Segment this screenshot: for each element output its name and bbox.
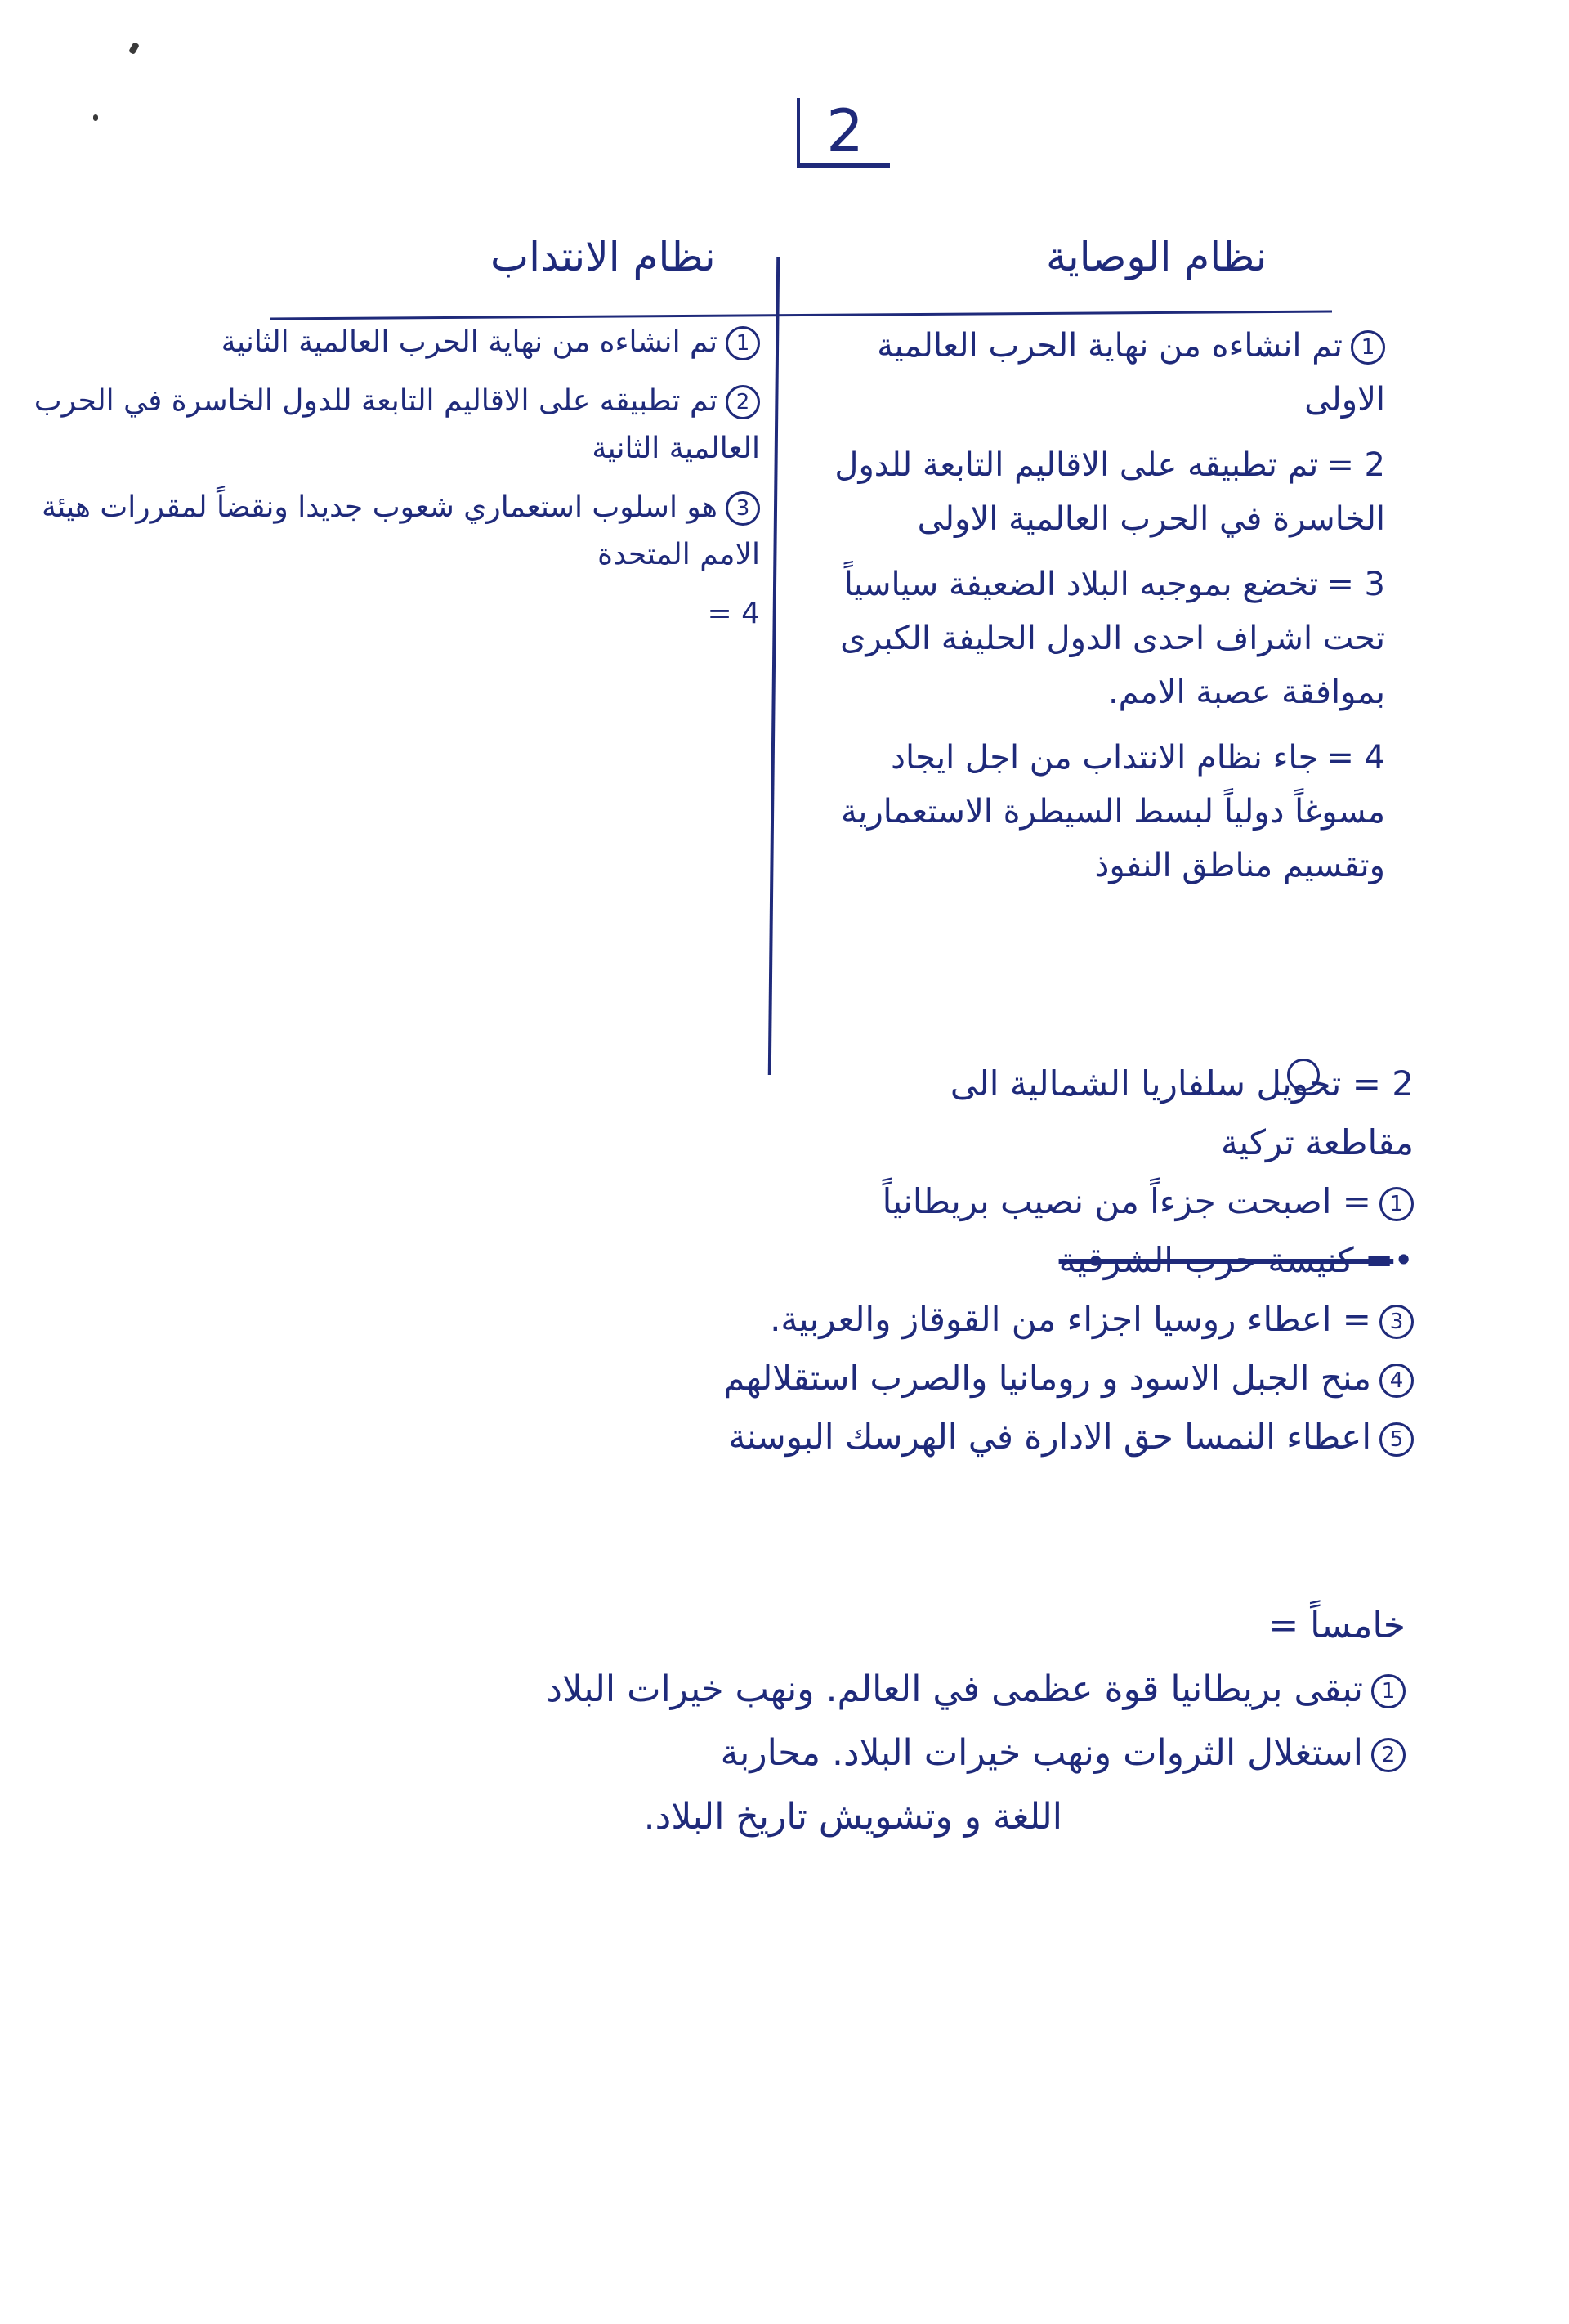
- list-item: [311, 1658, 1406, 1722]
- ink-mark: [128, 42, 140, 55]
- item-text: = اصبحت جزءاً من نصيب بريطانياً: [882, 1181, 1371, 1221]
- ink-mark: [93, 114, 98, 121]
- table-vertical-rule: [768, 257, 780, 1075]
- section-heading: خامساً =: [1268, 1605, 1406, 1646]
- list-item: [797, 557, 1385, 719]
- item-number: 1: [1379, 1187, 1414, 1221]
- item-number: 4 =: [1326, 739, 1385, 777]
- item-text: اعطاء النمسا حق الادارة في الهرسك البوسنة: [728, 1417, 1371, 1457]
- item-text: منح الجبل الاسود و رومانيا والصرب استقلالهم: [723, 1358, 1371, 1398]
- item-number: 2: [726, 385, 760, 419]
- struck-text: = كنيسة حرب الشرقية: [1058, 1240, 1394, 1280]
- section-2: [392, 1055, 1414, 1466]
- item-number: 1: [1351, 330, 1385, 365]
- item-number: 1: [726, 326, 760, 360]
- item-text: تبقى بريطانيا قوة عظمى في العالم. ونهب خيرات البلاد: [546, 1668, 1363, 1710]
- list-item: [33, 378, 760, 472]
- item-text: تم انشاءه من نهاية الحرب العالمية الثانية: [221, 325, 717, 359]
- item-text: = اعطاء روسيا اجزاء من القوقاز والعربية.: [770, 1299, 1371, 1339]
- item-bullet: •: [1393, 1240, 1414, 1280]
- item-text: تم تطبيقه على الاقاليم التابعة للدول الخاسرة في الحرب العالمية الثانية: [34, 384, 760, 465]
- list-item: [797, 319, 1385, 427]
- list-item: [392, 1290, 1414, 1349]
- item-number: 3: [1379, 1305, 1414, 1339]
- column-right: [797, 319, 1385, 904]
- item-number: 2 =: [1326, 446, 1385, 484]
- list-item: [392, 1408, 1414, 1466]
- list-item: [392, 1349, 1414, 1408]
- item-number: 5: [1379, 1422, 1414, 1457]
- item-text: تم انشاءه من نهاية الحرب العالمية الاولى: [877, 327, 1385, 419]
- column-heading-left: نظام الانتداب: [490, 233, 716, 280]
- item-text: جاء نظام الانتداب من اجل ايجاد مسوغاً دولياً لبسط السيطرة الاستعمارية وتقسيم مناطق النفوذ: [840, 739, 1385, 884]
- item-text: تم تطبيقه على الاقاليم التابعة للدول الخاسرة في الحرب العالمية الاولى: [834, 446, 1385, 538]
- item-number: 3: [726, 491, 760, 526]
- item-number: 3 =: [1326, 566, 1385, 603]
- item-number: 4: [1379, 1364, 1414, 1398]
- list-item-continuation: [311, 1785, 1406, 1849]
- list-item: [33, 319, 760, 366]
- section-title-text: تحويل سلفاريا الشمالية الى: [950, 1063, 1342, 1104]
- list-item: [797, 438, 1385, 546]
- list-item: [392, 1231, 1414, 1290]
- item-text: تخضع بموجبه البلاد الضعيفة سياسياً تحت اشراف احدى الدول الحليفة الكبرى بموافقة عصبة الامم.: [840, 566, 1385, 711]
- list-item: [311, 1722, 1406, 1785]
- page-number: 2: [797, 98, 890, 168]
- list-item: [33, 590, 760, 638]
- section-5: [311, 1594, 1406, 1849]
- section-subtitle: مقاطعة تركية: [1220, 1122, 1414, 1162]
- column-left: [33, 319, 760, 649]
- item-text: اللغة و وتشويش تاريخ البلاد.: [643, 1796, 1062, 1838]
- section-title-number: 2 =: [1352, 1063, 1414, 1104]
- item-text: استغلال الثروات ونهب خيرات البلاد. محاربة: [720, 1732, 1363, 1774]
- section-title: [392, 1055, 1414, 1113]
- column-heading-right: نظام الوصاية: [1046, 233, 1267, 280]
- item-number: 2: [1371, 1738, 1406, 1772]
- list-item: [392, 1172, 1414, 1231]
- list-item: [33, 484, 760, 579]
- item-text: هو اسلوب استعماري شعوب جديدا ونقضاً لمقررات هيئة الامم المتحدة: [41, 490, 760, 571]
- item-number: 1: [1371, 1674, 1406, 1708]
- list-item: [797, 731, 1385, 893]
- item-number: 4 =: [707, 597, 760, 630]
